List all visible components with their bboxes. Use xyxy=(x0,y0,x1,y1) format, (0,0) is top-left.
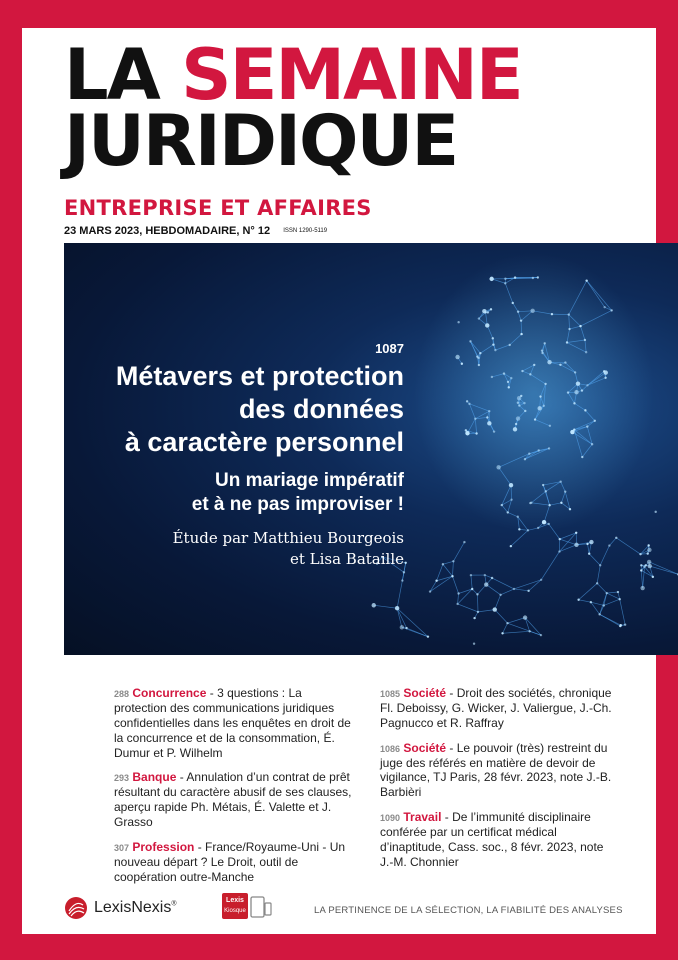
edition-title: ENTREPRISE ET AFFAIRES xyxy=(64,196,372,220)
lexisnexis-logo-icon xyxy=(64,896,88,920)
toc-item-number: 1090 xyxy=(380,813,401,824)
article-author-line: Étude par Matthieu Bourgeois xyxy=(172,529,404,548)
toc-item[interactable] xyxy=(380,810,620,870)
publisher-name xyxy=(94,899,177,917)
toc-item-category: Travail xyxy=(403,810,442,825)
toc-item-number: 1085 xyxy=(380,689,401,699)
toc-item-number: 307 xyxy=(114,842,130,853)
toc-item-category: Profession xyxy=(132,839,195,854)
table-of-contents-left xyxy=(114,686,354,895)
toc-item[interactable] xyxy=(114,840,354,885)
kiosk-label-1: Lexis xyxy=(226,897,244,904)
article-subtitle xyxy=(116,469,404,517)
publisher-label: LexisNexis xyxy=(94,899,172,916)
tagline: LA PERTINENCE DE LA SÉLECTION, LA FIABILITÉ DES ANALYSES xyxy=(314,905,623,916)
article-title-line: à caractère personnel xyxy=(124,426,404,457)
toc-item[interactable] xyxy=(380,741,620,801)
kiosk-label-2: Kiosque xyxy=(224,908,246,914)
toc-item-text: - Le pouvoir (très) restreint du juge des référés en matière de devoir de vigilance, TJ Paris, 28 févr. 2023, note J.-B. Barbièri xyxy=(380,740,612,800)
toc-item-number: 293 xyxy=(114,773,130,784)
toc-item-number: 1086 xyxy=(380,743,401,754)
registered-mark: ® xyxy=(171,900,177,908)
toc-item[interactable] xyxy=(380,686,620,731)
table-of-contents-right xyxy=(380,686,620,880)
issue-date: 23 MARS 2023, HEBDOMADAIRE, N° 12 xyxy=(64,225,271,237)
article-subtitle-line: Un mariage impératif xyxy=(215,469,404,491)
toc-item[interactable] xyxy=(114,686,354,760)
tablet-phone-icon xyxy=(250,895,272,919)
toc-item-category: Banque xyxy=(132,770,177,785)
article-number: 1087 xyxy=(375,341,404,356)
toc-item[interactable] xyxy=(114,770,354,830)
toc-item-number: 288 xyxy=(114,689,130,699)
toc-item-category: Société xyxy=(403,740,447,755)
article-title xyxy=(116,360,404,459)
feature-text xyxy=(116,341,404,569)
article-title-line: des données xyxy=(238,393,404,424)
article-subtitle-line: et à ne pas improviser ! xyxy=(191,493,404,515)
masthead-la: LA xyxy=(64,34,159,116)
masthead-semaine: SEMAINE xyxy=(181,34,522,116)
lexis-kiosque-icon xyxy=(222,893,248,919)
footer xyxy=(22,890,656,934)
toc-item-text: - Droit des sociétés, chronique Fl. Deboissy, G. Wicker, J. Valiergue, J.-Ch. Pagnucco et R. Raffray xyxy=(380,686,612,730)
issn: ISSN 1290-5119 xyxy=(283,228,328,235)
issue-line xyxy=(64,225,327,237)
masthead-juridique: JURIDIQUE xyxy=(64,100,458,182)
toc-item-category: Concurrence xyxy=(132,686,207,700)
toc-item-category: Société xyxy=(403,686,447,700)
toc-item-text: - France/Royaume-Uni - Un nouveau départ ? Le Droit, outil de coopération outre-Manche xyxy=(114,839,346,884)
article-title-line: Métavers et protection xyxy=(115,361,404,391)
feature-hero-image xyxy=(64,243,678,655)
toc-item-text: - De l’immunité disciplinaire conférée par un certificat médical d’inaptitude, Cass. soc., 8 févr. 2023, note J.-M. Chonnier xyxy=(380,810,604,869)
article-author-line: et Lisa Bataille xyxy=(289,549,404,568)
cover-page xyxy=(22,28,656,934)
article-authors xyxy=(116,528,404,569)
toc-item-text: - Annulation d’un contrat de prêt résultant du caractère abusif de ses clauses, aperçu rapide Ph. Métais, É. Valette et J. Grasso xyxy=(114,770,352,829)
toc-item-text: - 3 questions : La protection des communications juridiques confidentielles dans les enquêtes en droit de la concurrence et de la consommation, É. Dumur et P. Wilhelm xyxy=(114,686,351,760)
